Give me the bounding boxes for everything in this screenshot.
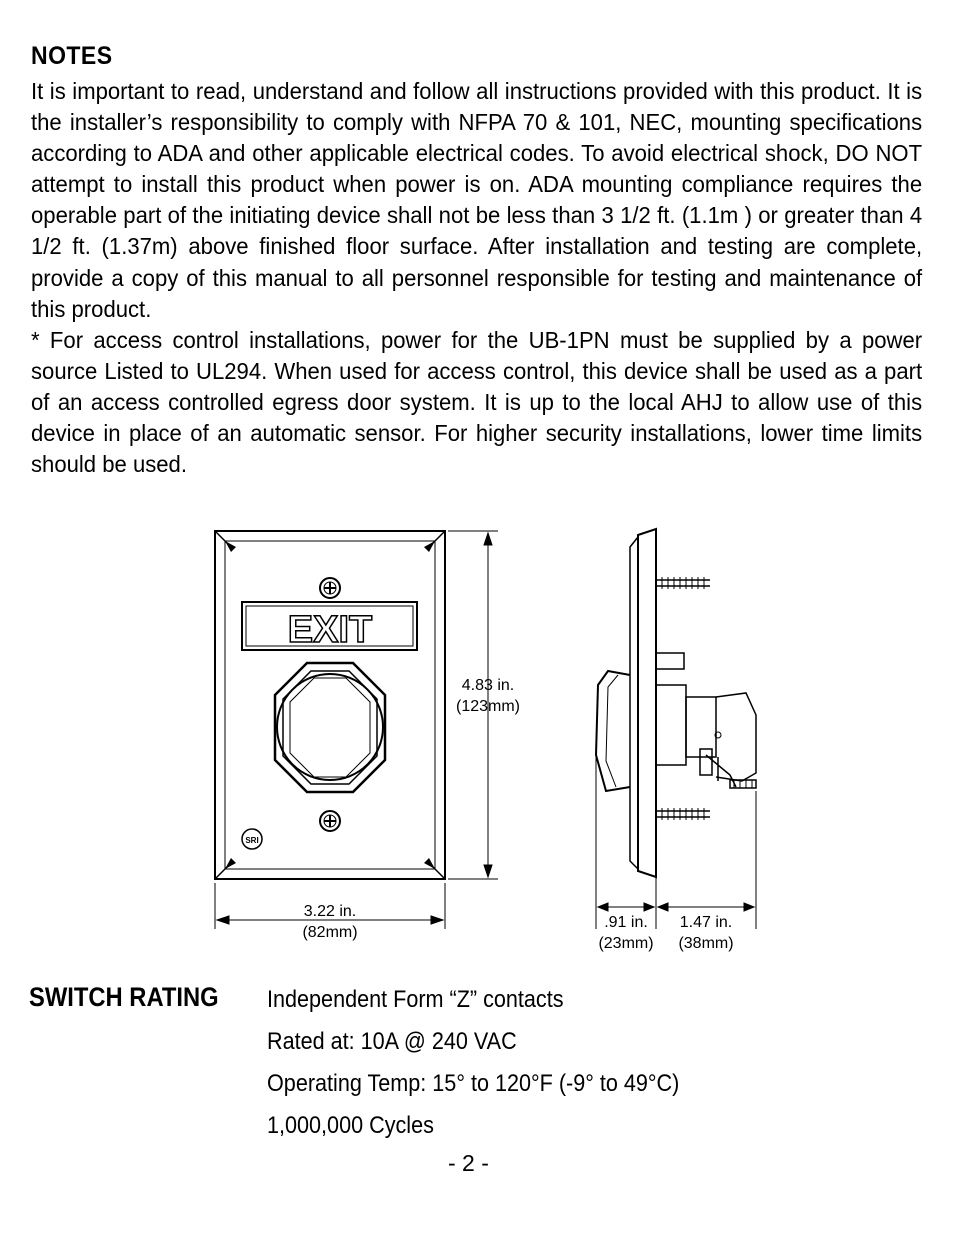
dimension-diagram [190,525,790,965]
spec-operating-temp: Operating Temp: 15° to 120°F (-9° to 49°C) [267,1070,680,1097]
notes-paragraph-2: * For access control installations, power for the UB-1PN must be supplied by a power source Listed to UL294. When used for access control, this device shall be used as a part of an access controlled egress door system. It is up to the local AHJ to allow use of this device in place of an automatic sensor. For higher security installations, lower time limits should be used. [31,326,923,478]
height-dimension-label: 4.83 in. (123mm) [455,677,520,715]
page-number: - 2 - [448,1150,489,1176]
front-view [215,531,445,879]
depth-rear-label: 1.47 in. (38mm) [678,914,734,952]
switch-rating-heading: SWITCH RATING [29,982,219,1012]
notes-paragraph-1: It is important to read, understand and follow all instructions provided with this product. It is the installer’s responsibility to comply with NFPA 70 & 101, NEC, mounting specifications according to ADA and other applicable electrical codes. To avoid electrical shock, DO NOT attempt to install this product when power is on. ADA mounting compliance requires the operable part of the initiating device shall not be less than 3 1/2 ft. (1.1m ) or greater than 4 1/2 ft. (1.37m) above finished floor surface. After installation and testing are complete, provide a copy of this manual to all personnel responsible for testing and maintenance of this product. [31,78,923,322]
width-dimension-label: 3.22 in. (82mm) [302,903,358,941]
spec-rating: Rated at: 10A @ 240 VAC [267,1028,517,1055]
spec-cycles: 1,000,000 Cycles [267,1112,434,1139]
brand-logo-text: SRI [245,836,259,845]
spec-contacts: Independent Form “Z” contacts [267,986,564,1013]
switch-rating-specs [267,985,679,1153]
depth-dimension [596,757,756,929]
device-drawing [190,525,790,965]
side-view [596,529,756,877]
exit-text: EXIT [287,609,373,651]
depth-front-label: .91 in. (23mm) [598,914,654,952]
notes-heading: NOTES [31,42,113,70]
notes-body [31,76,922,480]
